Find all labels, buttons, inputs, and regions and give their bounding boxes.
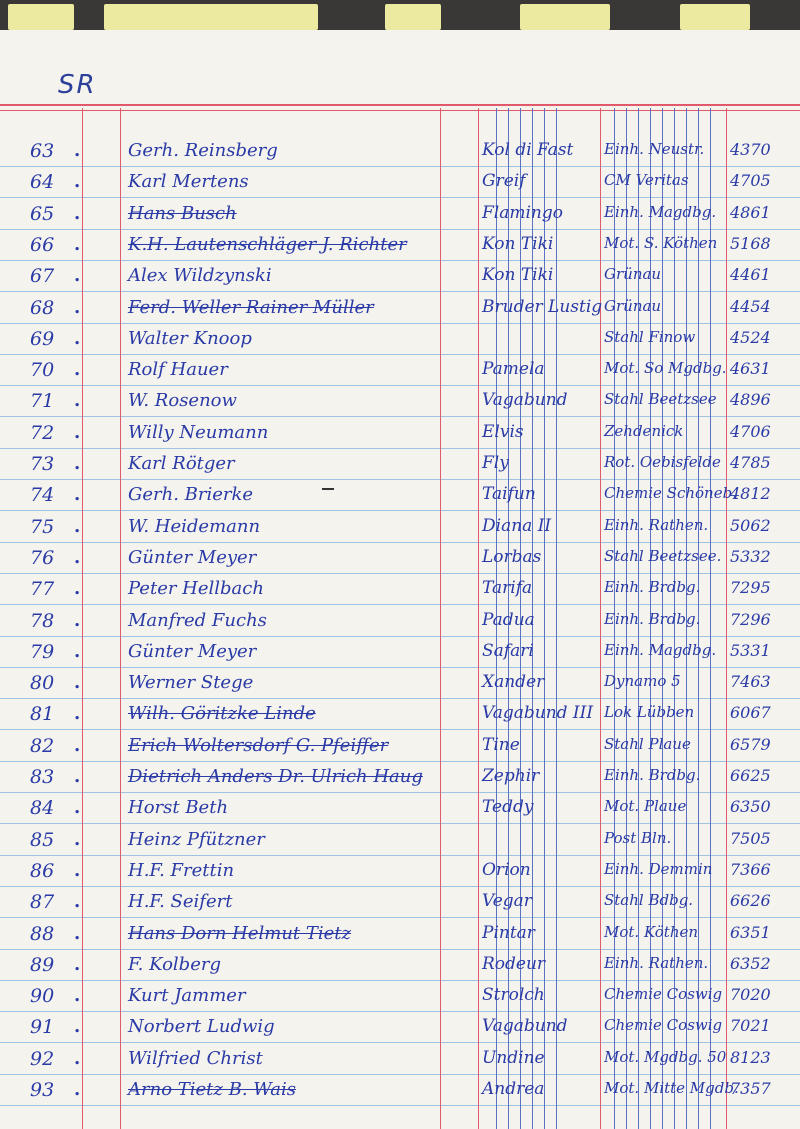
club-name: Stahl Bdbg. <box>604 891 694 910</box>
boat-name: Bruder Lustig <box>482 296 603 317</box>
header-red-rule <box>0 104 800 106</box>
entry-number: 68 <box>30 296 55 319</box>
index-tab <box>104 4 318 30</box>
boat-name: Kol di Fast <box>482 140 574 160</box>
boat-name: Vagabund III <box>482 703 594 724</box>
entry-dot: . <box>74 859 81 881</box>
registration-code: 4461 <box>730 265 771 285</box>
registration-code: 4524 <box>730 327 771 347</box>
member-name: Horst Beth <box>128 797 229 819</box>
member-name: Manfred Fuchs <box>128 609 267 631</box>
entry-number: 71 <box>30 390 55 413</box>
entry-dot: . <box>74 640 81 662</box>
boat-name: Safari <box>482 640 534 661</box>
boat-name: Strolch <box>482 985 545 1006</box>
boat-name: Pamela <box>482 359 545 380</box>
column-divider <box>82 108 83 1129</box>
club-name: Grünau <box>604 296 662 315</box>
club-name: Einh. Rathen. <box>604 515 709 534</box>
club-name: Lok Lübben <box>604 703 695 722</box>
entry-number: 93 <box>30 1079 55 1101</box>
boat-name: Greif <box>482 171 526 192</box>
club-name: Einh. Brdbg. <box>604 766 701 784</box>
member-name: H.F. Seifert <box>128 891 233 913</box>
boat-name: Padua <box>482 609 535 630</box>
column-divider <box>440 108 441 1129</box>
registration-code: 4785 <box>730 453 771 472</box>
club-name: Einh. Brdbg. <box>604 578 701 597</box>
registration-code: 8123 <box>730 1047 771 1067</box>
club-name: Stahl Finow <box>604 327 696 346</box>
entry-number: 67 <box>30 265 55 288</box>
entry-dot: . <box>74 1047 81 1069</box>
member-name: Gerh. Brierke <box>128 484 254 506</box>
club-name: CM Veritas <box>604 171 689 190</box>
column-divider <box>710 108 711 1129</box>
entry-number: 87 <box>30 891 55 914</box>
entry-dot: . <box>74 140 81 161</box>
entry-dot: . <box>74 233 81 255</box>
boat-name: Diana II <box>482 515 552 536</box>
boat-name: Kon Tiki <box>482 233 554 254</box>
club-name: Einh. Magdbg. <box>604 202 717 221</box>
entry-number: 72 <box>30 421 55 444</box>
entry-number: 75 <box>30 515 55 538</box>
club-name: Post Bln. <box>604 828 672 847</box>
club-name: Stahl Beetzsee. <box>604 546 722 565</box>
entry-number: 81 <box>30 703 55 726</box>
member-name: F. Kolberg <box>128 953 221 975</box>
entry-number: 92 <box>30 1047 55 1070</box>
pen-mark <box>322 488 334 490</box>
club-name: Chemie Coswig <box>604 1016 723 1035</box>
boat-name: Rodeur <box>482 953 546 974</box>
boat-name: Andrea <box>482 1079 545 1099</box>
member-name: Günter Meyer <box>128 546 257 568</box>
boat-name: Tarifa <box>482 578 533 599</box>
member-name: Arno Tietz B. Wais <box>128 1079 296 1100</box>
club-name: Mot. Plaue <box>604 797 687 816</box>
entry-dot: . <box>74 797 81 819</box>
registration-code: 4706 <box>730 421 771 441</box>
member-name: Walter Knoop <box>128 327 252 349</box>
registration-code: 7463 <box>730 672 771 692</box>
index-tab <box>8 4 74 30</box>
registration-code: 6352 <box>730 953 771 973</box>
column-divider <box>556 108 557 1129</box>
member-name: Hans Dorn Helmut Tietz <box>128 922 352 944</box>
club-name: Grünau <box>604 265 662 284</box>
member-name: Peter Hellbach <box>128 578 264 600</box>
entry-number: 90 <box>30 985 55 1008</box>
entry-dot: . <box>74 1079 81 1100</box>
registration-code: 6351 <box>730 922 771 942</box>
registration-code: 6626 <box>730 891 771 911</box>
club-name: Einh. Demmin <box>604 859 713 878</box>
column-divider <box>544 108 545 1129</box>
boat-name: Teddy <box>482 797 534 818</box>
boat-name: Vagabund <box>482 1016 568 1037</box>
entry-number: 74 <box>30 484 55 507</box>
registration-code: 7020 <box>730 985 771 1005</box>
boat-name: Flamingo <box>482 202 563 223</box>
column-divider <box>120 108 121 1129</box>
member-name: Alex Wildzynski <box>128 265 272 287</box>
index-tab <box>680 4 750 30</box>
entry-dot: . <box>74 672 81 694</box>
entry-number: 79 <box>30 640 55 663</box>
boat-name: Undine <box>482 1047 545 1068</box>
boat-name: Vegar <box>482 891 532 912</box>
boat-name: Pintar <box>482 922 535 943</box>
registration-code: 6579 <box>730 734 771 754</box>
member-name: Karl Rötger <box>128 453 235 474</box>
entry-dot: . <box>74 578 81 600</box>
member-name: Wilh. Göritzke Linde <box>128 703 316 725</box>
entry-dot: . <box>74 1016 81 1038</box>
club-name: Zehdenick <box>604 421 684 440</box>
entry-number: 64 <box>30 171 55 194</box>
club-name: Mot. Köthen <box>604 922 699 941</box>
boat-name: Xander <box>482 672 545 693</box>
member-name: Werner Stege <box>128 672 254 694</box>
column-divider <box>478 108 479 1129</box>
member-name: K.H. Lautenschläger J. Richter <box>128 233 407 255</box>
boat-name: Zephir <box>482 766 540 786</box>
club-name: Einh. Rathen. <box>604 953 709 972</box>
registration-code: 4896 <box>730 390 771 410</box>
club-name: Mot. So Mgdbg. <box>604 359 727 378</box>
entry-number: 84 <box>30 797 55 820</box>
boat-name: Elvis <box>482 421 524 442</box>
entry-dot: . <box>74 421 81 443</box>
entry-number: 88 <box>30 922 55 945</box>
registration-code: 7357 <box>730 1079 771 1098</box>
entry-number: 77 <box>30 578 55 601</box>
boat-name: Vagabund <box>482 390 568 411</box>
club-name: Chemie Coswig <box>604 985 723 1004</box>
registration-code: 7021 <box>730 1016 771 1036</box>
registration-code: 4454 <box>730 296 771 316</box>
registration-code: 7505 <box>730 828 771 848</box>
club-name: Stahl Beetzsee <box>604 390 717 409</box>
entry-number: 85 <box>30 828 55 851</box>
member-name: Willy Neumann <box>128 421 269 443</box>
column-divider <box>726 108 727 1129</box>
entry-number: 66 <box>30 233 55 256</box>
entry-number: 65 <box>30 202 55 225</box>
member-name: W. Rosenow <box>128 390 237 412</box>
entry-number: 70 <box>30 359 55 382</box>
entry-dot: . <box>74 390 81 412</box>
entry-number: 91 <box>30 1016 55 1039</box>
member-name: Ferd. Weller Rainer Müller <box>128 296 374 318</box>
boat-name: Fly <box>482 453 509 473</box>
index-tab <box>520 4 610 30</box>
entry-dot: . <box>74 453 81 474</box>
entry-number: 80 <box>30 672 55 695</box>
boat-name: Tine <box>482 734 520 755</box>
entry-number: 83 <box>30 766 55 788</box>
entry-dot: . <box>74 766 81 787</box>
entry-dot: . <box>74 515 81 537</box>
entry-dot: . <box>74 985 81 1007</box>
entry-number: 69 <box>30 327 55 350</box>
entry-number: 89 <box>30 953 55 976</box>
registration-code: 5331 <box>730 640 771 660</box>
member-name: Wilfried Christ <box>128 1047 263 1069</box>
club-name: Einh. Neustr. <box>604 140 705 158</box>
club-name: Mot. Mitte Mgdb. <box>604 1079 739 1097</box>
index-tab <box>385 4 441 30</box>
member-name: Dietrich Anders Dr. Ulrich Haug <box>128 766 423 787</box>
registration-code: 4705 <box>730 171 771 191</box>
entry-dot: . <box>74 922 81 944</box>
entry-dot: . <box>74 609 81 631</box>
registration-code: 5062 <box>730 515 771 535</box>
member-name: Heinz Pfützner <box>128 828 265 850</box>
entry-number: 86 <box>30 859 55 882</box>
registration-code: 4370 <box>730 140 771 159</box>
entry-number: 82 <box>30 734 55 757</box>
member-name: H.F. Frettin <box>128 859 235 881</box>
club-name: Chemie Schöneb. <box>604 484 737 503</box>
entry-number: 63 <box>30 140 55 162</box>
registration-code: 5168 <box>730 233 771 253</box>
member-name: W. Heidemann <box>128 515 261 537</box>
entry-dot: . <box>74 703 81 725</box>
member-name: Norbert Ludwig <box>128 1016 275 1038</box>
registration-code: 5332 <box>730 546 771 566</box>
entry-dot: . <box>74 171 81 193</box>
registration-code: 6625 <box>730 766 771 785</box>
member-name: Karl Mertens <box>128 171 249 193</box>
entry-dot: . <box>74 359 81 381</box>
member-name: Gerh. Reinsberg <box>128 140 278 161</box>
boat-name: Lorbas <box>482 546 542 567</box>
entry-dot: . <box>74 953 81 975</box>
club-name: Stahl Plaue <box>604 734 691 753</box>
club-name: Dynamo 5 <box>604 672 681 691</box>
entry-dot: . <box>74 296 81 318</box>
entry-dot: . <box>74 734 81 756</box>
registration-code: 4631 <box>730 359 771 379</box>
member-name: Erich Woltersdorf G. Pfeiffer <box>128 734 389 756</box>
registration-code: 6350 <box>730 797 771 817</box>
club-name: Rot. Oebisfelde <box>604 453 721 471</box>
member-name: Kurt Jammer <box>128 985 246 1007</box>
entry-dot: . <box>74 484 81 506</box>
entry-dot: . <box>74 891 81 913</box>
member-name: Günter Meyer <box>128 640 257 662</box>
registration-code: 4812 <box>730 484 771 504</box>
column-divider <box>600 108 601 1129</box>
registration-code: 7296 <box>730 609 771 629</box>
entry-dot: . <box>74 265 81 287</box>
entry-number: 78 <box>30 609 55 632</box>
entry-dot: . <box>74 327 81 349</box>
boat-name: Orion <box>482 859 531 880</box>
entry-number: 73 <box>30 453 55 475</box>
club-name: Mot. Mgdbg. 50 <box>604 1047 727 1066</box>
member-name: Rolf Hauer <box>128 359 228 381</box>
registration-code: 6067 <box>730 703 771 723</box>
entry-number: 76 <box>30 546 55 569</box>
registration-code: 4861 <box>730 202 771 222</box>
boat-name: Taifun <box>482 484 536 505</box>
registration-code: 7295 <box>730 578 771 598</box>
entry-dot: . <box>74 202 81 224</box>
club-name: Mot. S. Köthen <box>604 233 718 252</box>
page-header: SR <box>58 70 97 100</box>
club-name: Einh. Magdbg. <box>604 640 717 659</box>
entry-dot: . <box>74 828 81 850</box>
entry-dot: . <box>74 546 81 568</box>
club-name: Einh. Brdbg. <box>604 609 701 628</box>
boat-name: Kon Tiki <box>482 265 554 286</box>
member-name: Hans Busch <box>128 202 237 224</box>
registration-code: 7366 <box>730 859 771 879</box>
